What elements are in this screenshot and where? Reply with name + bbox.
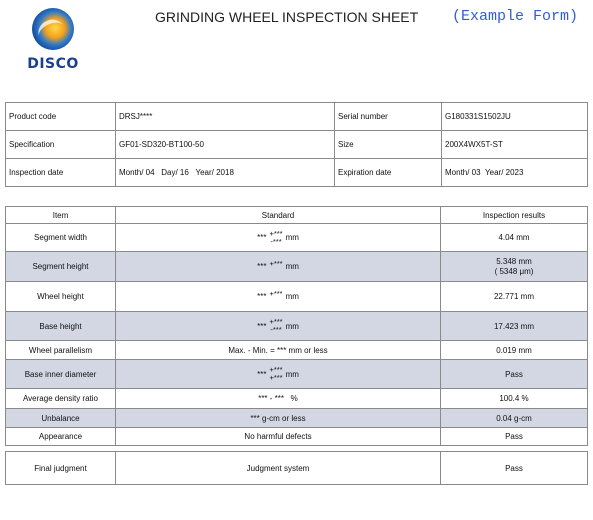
item-name: Wheel parallelism xyxy=(6,341,116,360)
inspection-row xyxy=(6,389,588,409)
item-standard: *** +*** mm xyxy=(116,282,441,312)
item-result: 0.019 mm xyxy=(441,341,588,360)
inspection-row xyxy=(6,409,588,428)
inspection-row xyxy=(6,360,588,389)
final-judgment-standard: Judgment system xyxy=(116,452,441,485)
info-label: Specification xyxy=(6,131,116,159)
item-standard: Max. - Min. = *** mm or less xyxy=(116,341,441,360)
inspection-row xyxy=(6,252,588,282)
info-value: G180331S1502JU xyxy=(442,103,588,131)
item-result: 5.348 mm ( 5348 μm) xyxy=(441,252,588,282)
item-name: Appearance xyxy=(6,428,116,446)
item-standard: *** +*** +*** mm xyxy=(116,360,441,389)
inspection-row xyxy=(6,282,588,312)
item-standard: *** +*** -*** mm xyxy=(116,224,441,252)
sheet-subtitle: (Example Form) xyxy=(452,8,579,25)
inspection-row xyxy=(6,428,588,446)
inspection-header-row xyxy=(6,207,588,224)
item-result: Pass xyxy=(441,360,588,389)
item-standard: *** - *** % xyxy=(116,389,441,409)
column-header-results: Inspection results xyxy=(441,207,588,224)
item-standard: No harmful defects xyxy=(116,428,441,446)
item-name: Base height xyxy=(6,312,116,341)
disco-logo xyxy=(18,6,88,76)
info-value: GF01-SD320-BT100-50 xyxy=(116,131,335,159)
info-value: DRSJ**** xyxy=(116,103,335,131)
product-info-table xyxy=(5,102,588,187)
item-result: 22.771 mm xyxy=(441,282,588,312)
item-name: Average density ratio xyxy=(6,389,116,409)
item-result: 4.04 mm xyxy=(441,224,588,252)
item-result: 17.423 mm xyxy=(441,312,588,341)
inspection-table xyxy=(5,206,588,446)
final-judgment-label: Final judgment xyxy=(6,452,116,485)
info-value: Month/ 03 Year/ 2023 xyxy=(442,159,588,187)
inspection-row xyxy=(6,224,588,252)
final-judgment-table xyxy=(5,451,588,485)
item-standard: *** g-cm or less xyxy=(116,409,441,428)
item-result: 100.4 % xyxy=(441,389,588,409)
column-header-item: Item xyxy=(6,207,116,224)
column-header-standard: Standard xyxy=(116,207,441,224)
item-result: 0.04 g-cm xyxy=(441,409,588,428)
sheet-title: GRINDING WHEEL INSPECTION SHEET xyxy=(155,9,419,25)
item-name: Wheel height xyxy=(6,282,116,312)
item-name: Segment height xyxy=(6,252,116,282)
inspection-row xyxy=(6,312,588,341)
info-label: Product code xyxy=(6,103,116,131)
info-label: Expiration date xyxy=(335,159,442,187)
inspection-row xyxy=(6,341,588,360)
item-result: Pass xyxy=(441,428,588,446)
info-row xyxy=(6,103,588,131)
final-judgment-row xyxy=(6,452,588,485)
info-row xyxy=(6,131,588,159)
item-standard: *** +*** -*** mm xyxy=(116,312,441,341)
info-label: Serial number xyxy=(335,103,442,131)
item-standard: *** +*** mm xyxy=(116,252,441,282)
final-judgment-result: Pass xyxy=(441,452,588,485)
info-row xyxy=(6,159,588,187)
info-label: Inspection date xyxy=(6,159,116,187)
item-name: Unbalance xyxy=(6,409,116,428)
item-name: Base inner diameter xyxy=(6,360,116,389)
info-value: Month/ 04 Day/ 16 Year/ 2018 xyxy=(116,159,335,187)
logo-wordmark: DISCO xyxy=(27,56,79,72)
info-value: 200X4WX5T-ST xyxy=(442,131,588,159)
item-name: Segment width xyxy=(6,224,116,252)
info-label: Size xyxy=(335,131,442,159)
